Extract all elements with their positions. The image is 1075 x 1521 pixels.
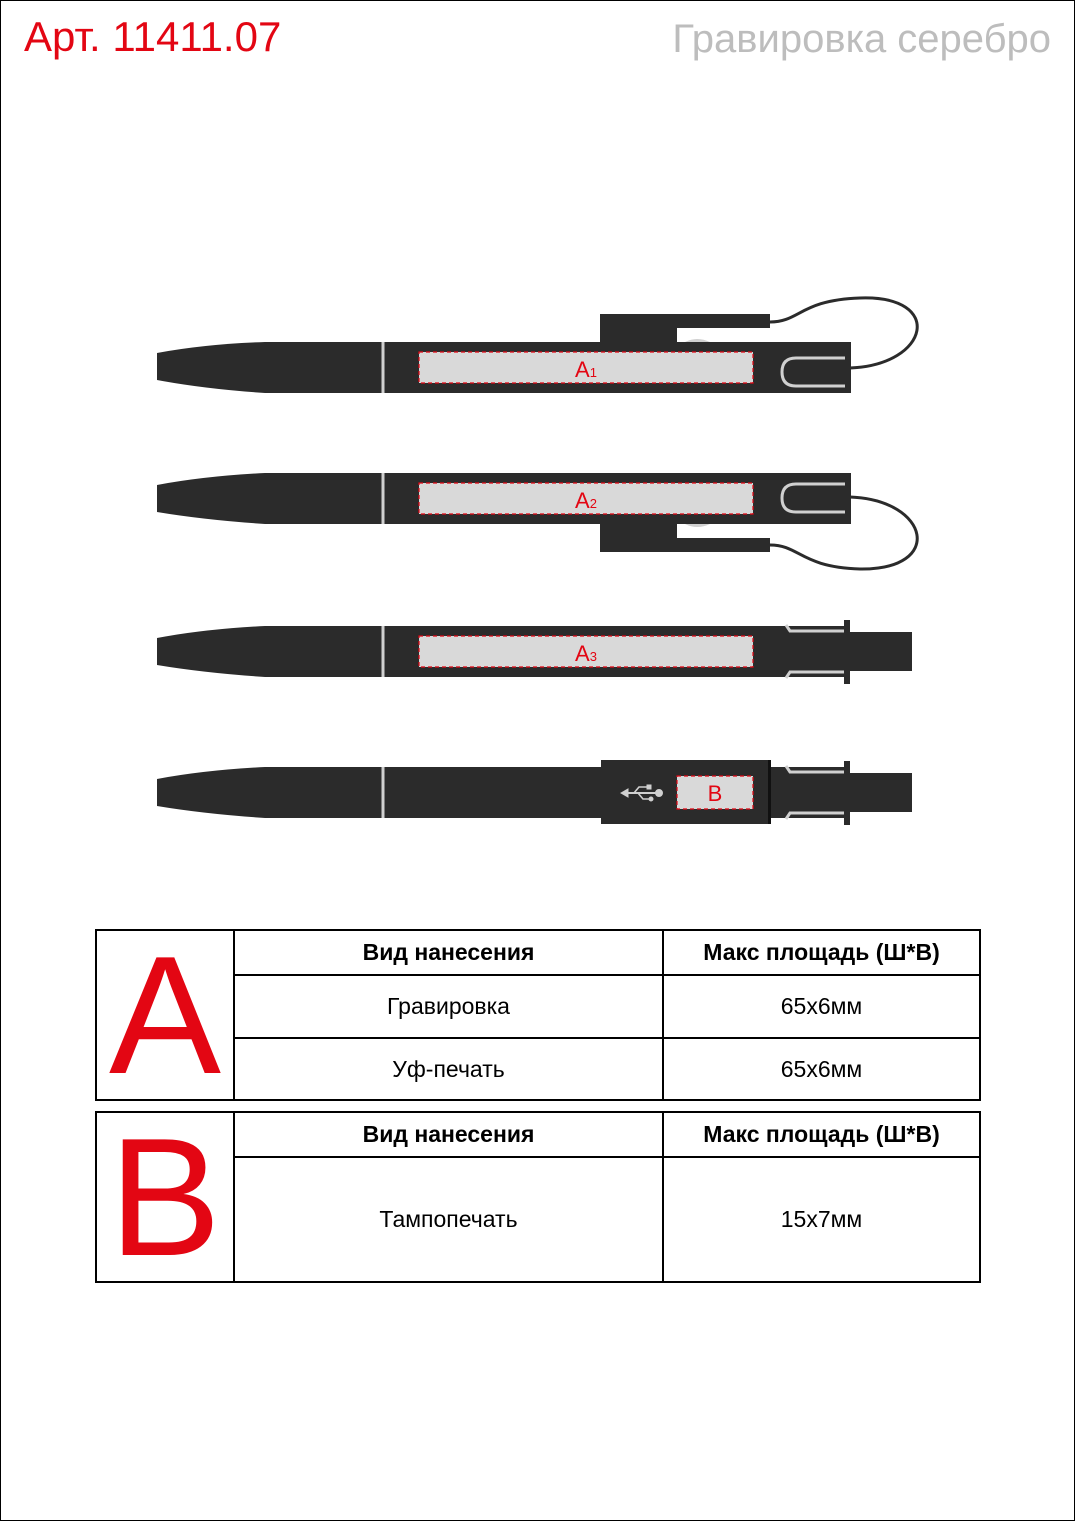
pen-view-4 [157, 760, 912, 825]
article-number: Арт. 11411.07 [24, 13, 282, 60]
pen-1-clip [600, 314, 770, 328]
col-header-max-area: Макс площадь (Ш*В) [663, 1112, 980, 1157]
application-method-title: Гравировка серебро [672, 17, 1051, 61]
spec-table-b [95, 1103, 981, 1291]
col-header-method: Вид нанесения [234, 930, 663, 975]
col-header-max-area: Макс площадь (Ш*В) [663, 930, 980, 975]
size-cell: 65х6мм [663, 1038, 980, 1100]
area-letter-a: A [96, 930, 234, 1100]
method-cell: Уф-печать [234, 1038, 663, 1100]
pen-1-tip [157, 342, 386, 393]
pen-view-1 [157, 298, 917, 393]
pen-view-2 [157, 473, 917, 569]
size-cell: 15х7мм [663, 1157, 980, 1282]
spec-table-a [95, 921, 981, 1109]
print-area-b-label: B [707, 781, 723, 806]
size-cell: 65х6мм [663, 975, 980, 1038]
col-header-method: Вид нанесения [234, 1112, 663, 1157]
pen-view-3 [157, 620, 912, 684]
print-area-a2-label: A2 [575, 488, 597, 513]
method-cell: Тампопечать [234, 1157, 663, 1282]
pen-4-tip [157, 767, 386, 818]
area-letter-b: B [96, 1112, 234, 1282]
method-cell: Гравировка [234, 975, 663, 1038]
pen-2-tip [157, 473, 386, 524]
pen-3-usb-plug [848, 632, 912, 671]
print-area-a1-label: A1 [575, 357, 597, 382]
pen-3-tip [157, 626, 386, 677]
print-area-a3-label: A3 [575, 641, 597, 666]
